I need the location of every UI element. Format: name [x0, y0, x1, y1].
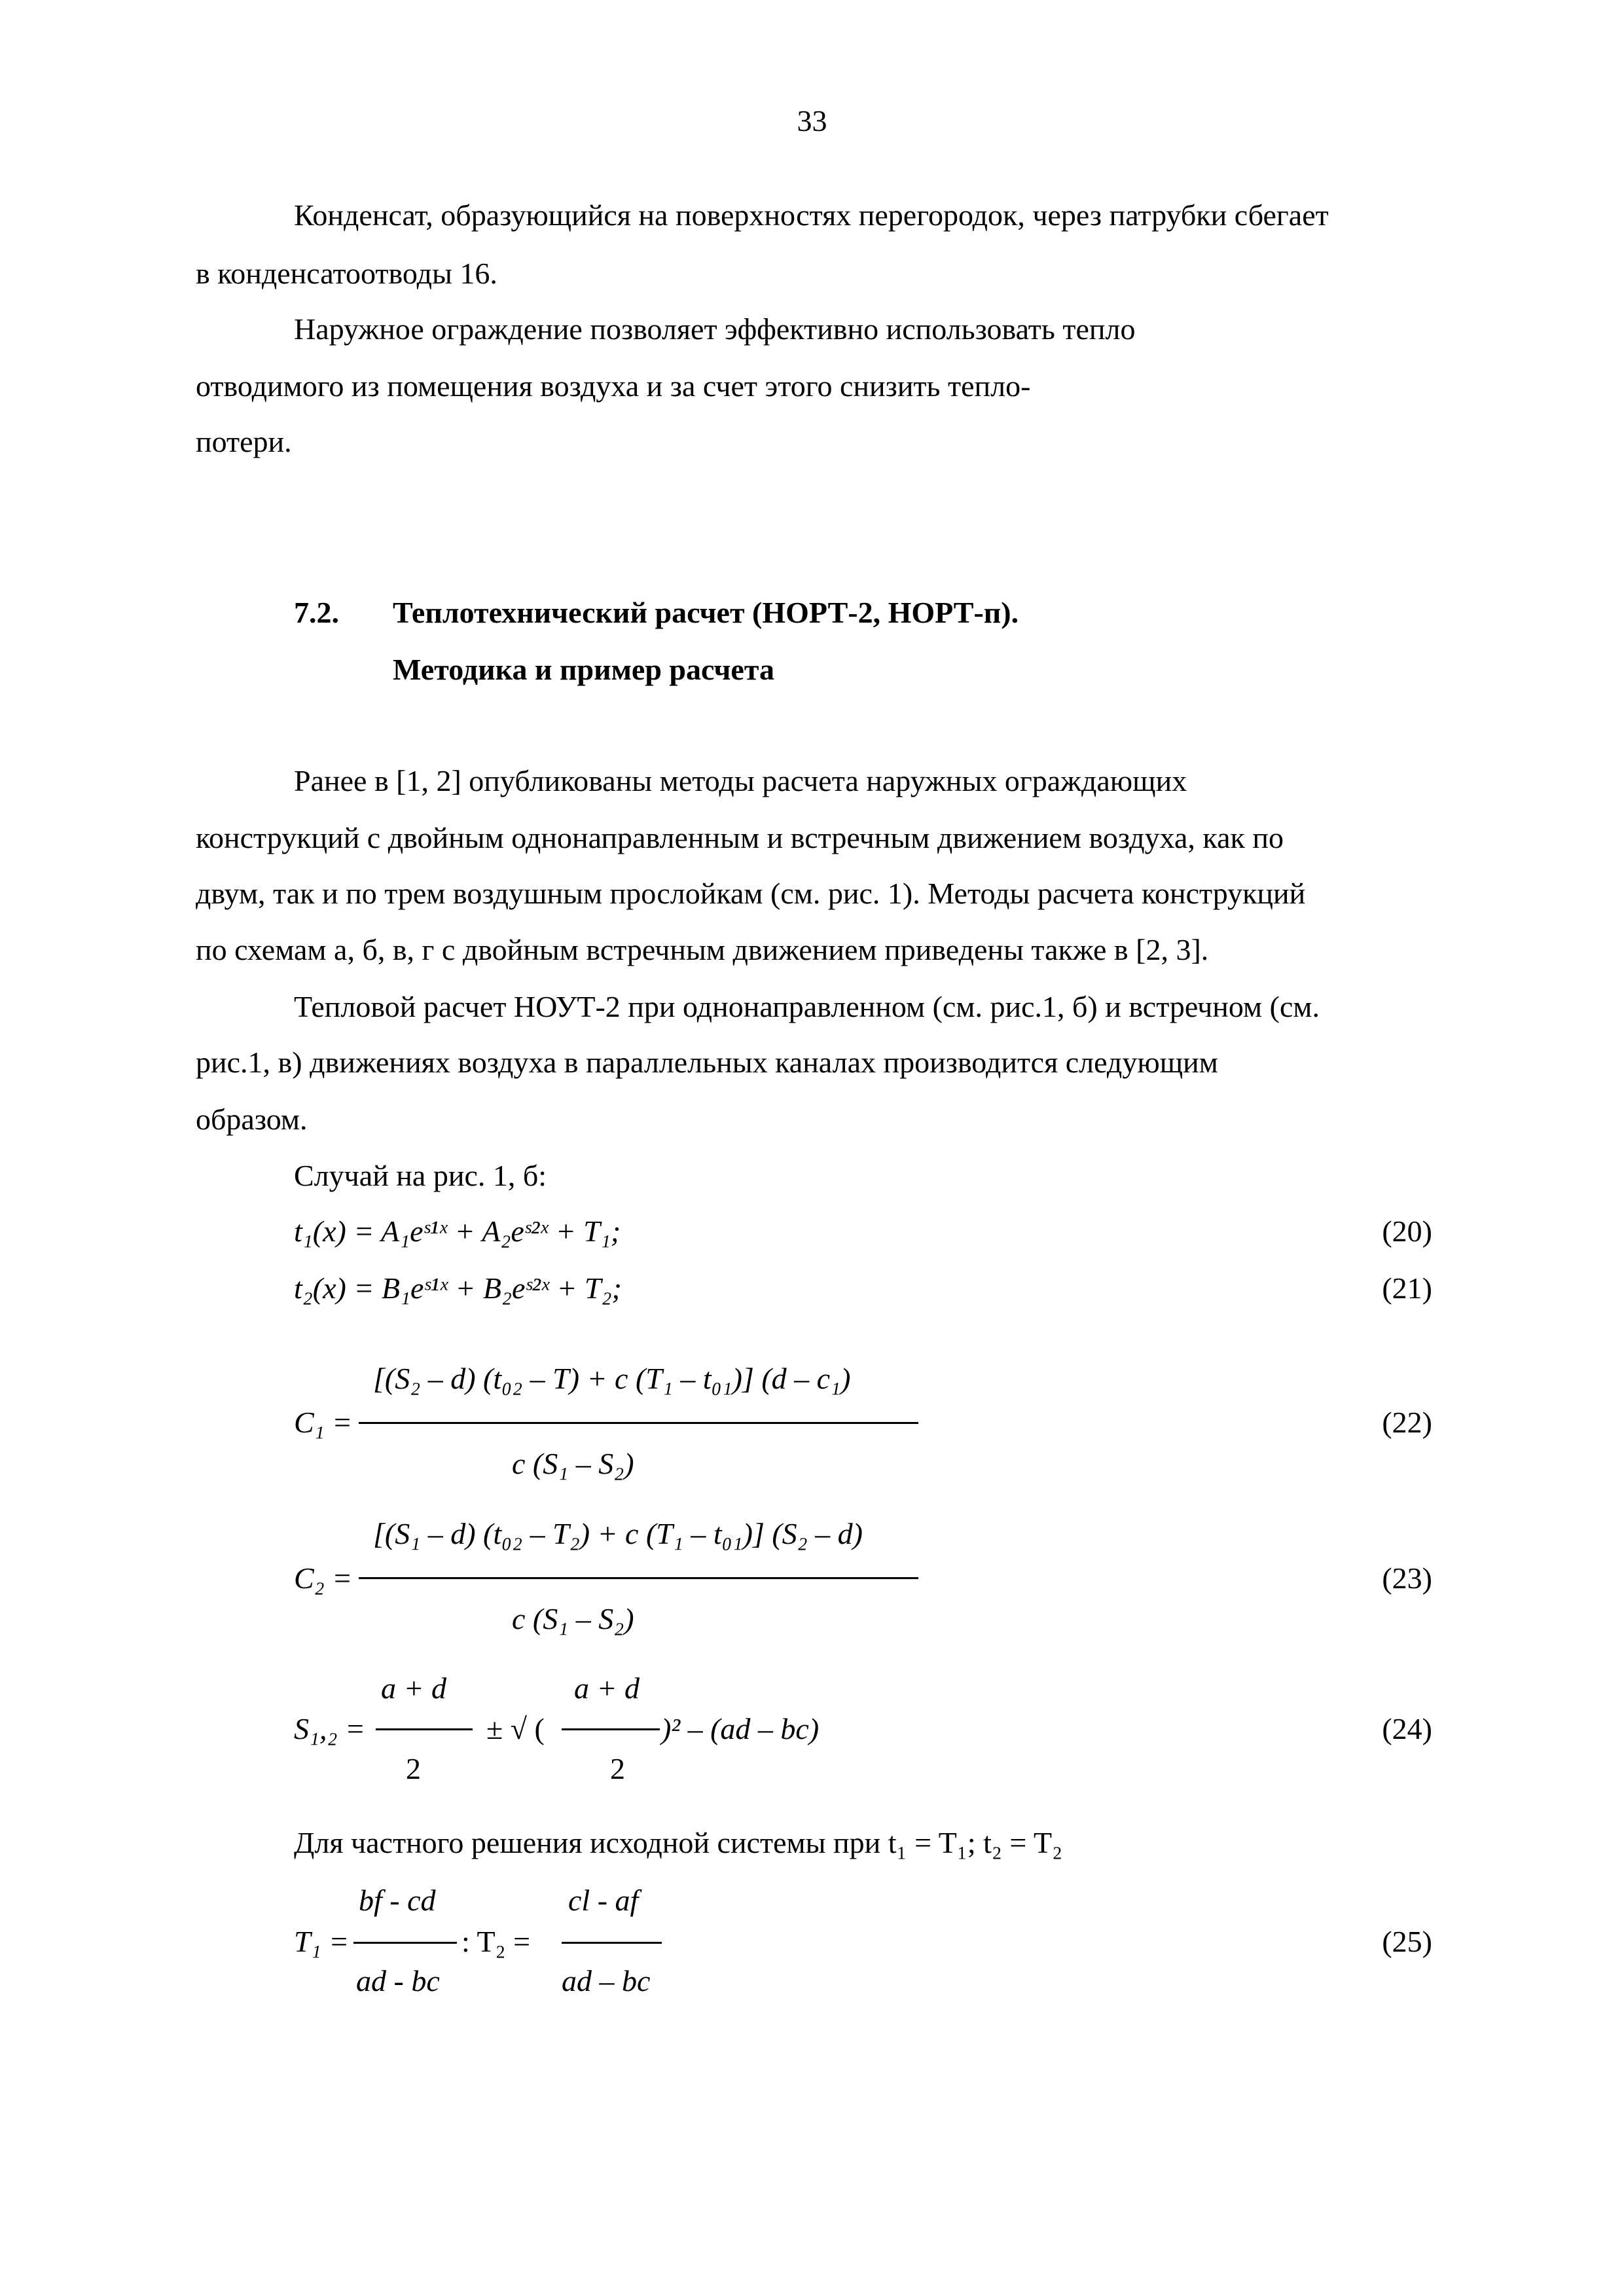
- equation-25-numerator-2: cl - af: [568, 1884, 639, 1917]
- equation-25-lhs-1: T₁ =: [294, 1925, 350, 1958]
- paragraph-2-line-1: Наружное ограждение позволяет эффективно использовать тепло: [294, 312, 1136, 346]
- equation-24-tail: )² – (ad – bc): [661, 1712, 820, 1745]
- particular-solution-text: Для частного решения исходной системы при t₁ = T₁; t₂ = T₂: [294, 1826, 1063, 1859]
- paragraph-4-line-2: рис.1, в) движениях воздуха в параллельных каналах производится следующим: [196, 1046, 1218, 1079]
- paragraph-2-line-3: потери.: [196, 425, 292, 458]
- equation-23-fraction-bar: [359, 1577, 918, 1579]
- equation-25-denominator-1: ad - bc: [356, 1964, 440, 1997]
- section-title-line-2: Методика и пример расчета: [393, 653, 774, 686]
- equation-25-number: (25): [1382, 1925, 1432, 1958]
- paragraph-3-line-1: Ранее в [1, 2] опубликованы методы расчета наружных ограждающих: [294, 764, 1187, 797]
- equation-22-number: (22): [1382, 1406, 1432, 1439]
- equation-22-numerator: [(S₂ – d) (t₀₂ – T) + c (T₁ – t₀₁)] (d – c₁): [373, 1362, 851, 1395]
- equation-20: t₁(x) = A₁eˢ¹ˣ + A₂eˢ²ˣ + T₁;: [294, 1214, 621, 1248]
- equation-25-numerator-1: bf - cd: [359, 1884, 436, 1917]
- equation-25-fraction-bar-1: [353, 1942, 457, 1944]
- equation-24-plus-minus-sqrt: ± √ (: [486, 1712, 545, 1745]
- paragraph-3-line-2: конструкций с двойным однонаправленным и встречным движением воздуха, как по: [196, 821, 1284, 854]
- paragraph-4-line-1: Тепловой расчет НОУТ-2 при однонаправленном (см. рис.1, б) и встречном (см.: [294, 990, 1320, 1023]
- paragraph-3-line-3: двум, так и по трем воздушным прослойкам (см. рис. 1). Методы расчета конструкций: [196, 877, 1306, 910]
- equation-24-frac1-bar: [376, 1728, 473, 1730]
- equation-22-lhs: C₁ =: [294, 1406, 353, 1439]
- case-label: Случай на рис. 1, б:: [294, 1159, 547, 1192]
- paragraph-1-line-2: в конденсатоотводы 16.: [196, 257, 497, 290]
- equation-20-number: (20): [1382, 1214, 1432, 1248]
- equation-24-number: (24): [1382, 1712, 1432, 1745]
- paragraph-4-line-3: образом.: [196, 1102, 308, 1136]
- paragraph-3-line-4: по схемам а, б, в, г с двойным встречным движением приведены также в [2, 3].: [196, 933, 1209, 966]
- page-number: 33: [797, 104, 827, 137]
- equation-23-number: (23): [1382, 1561, 1432, 1595]
- equation-23-lhs: C₂ =: [294, 1561, 353, 1595]
- equation-24-frac2-denominator: 2: [610, 1752, 625, 1785]
- equation-25-fraction-bar-2: [562, 1942, 662, 1944]
- equation-22-denominator: c (S₁ – S₂): [512, 1447, 634, 1480]
- equation-24-lhs: S₁,₂ =: [294, 1712, 366, 1745]
- equation-21: t₂(x) = B₁eˢ¹ˣ + B₂eˢ²ˣ + T₂;: [294, 1271, 622, 1305]
- equation-24-frac1-numerator: a + d: [381, 1671, 447, 1705]
- equation-22-fraction-bar: [359, 1422, 918, 1424]
- paragraph-2-line-2: отводимого из помещения воздуха и за счет этого снизить тепло-: [196, 369, 1031, 403]
- equation-25-denominator-2: ad – bc: [562, 1964, 651, 1997]
- equation-24-frac2-numerator: a + d: [574, 1671, 640, 1705]
- section-title-line-1: Теплотехнический расчет (НОРТ-2, НОРТ-п).: [393, 596, 1019, 629]
- equation-23-numerator: [(S₁ – d) (t₀₂ – T₂) + c (T₁ – t₀₁)] (S₂ – d): [373, 1517, 863, 1550]
- equation-24-frac1-denominator: 2: [406, 1752, 421, 1785]
- equation-23-denominator: c (S₁ – S₂): [512, 1602, 634, 1635]
- paragraph-1-line-1: Конденсат, образующийся на поверхностях перегородок, через патрубки сбегает: [294, 198, 1329, 232]
- equation-25-separator: : T₂ =: [461, 1925, 531, 1958]
- equation-21-number: (21): [1382, 1271, 1432, 1305]
- section-number: 7.2.: [294, 596, 339, 629]
- equation-24-frac2-bar: [562, 1728, 660, 1730]
